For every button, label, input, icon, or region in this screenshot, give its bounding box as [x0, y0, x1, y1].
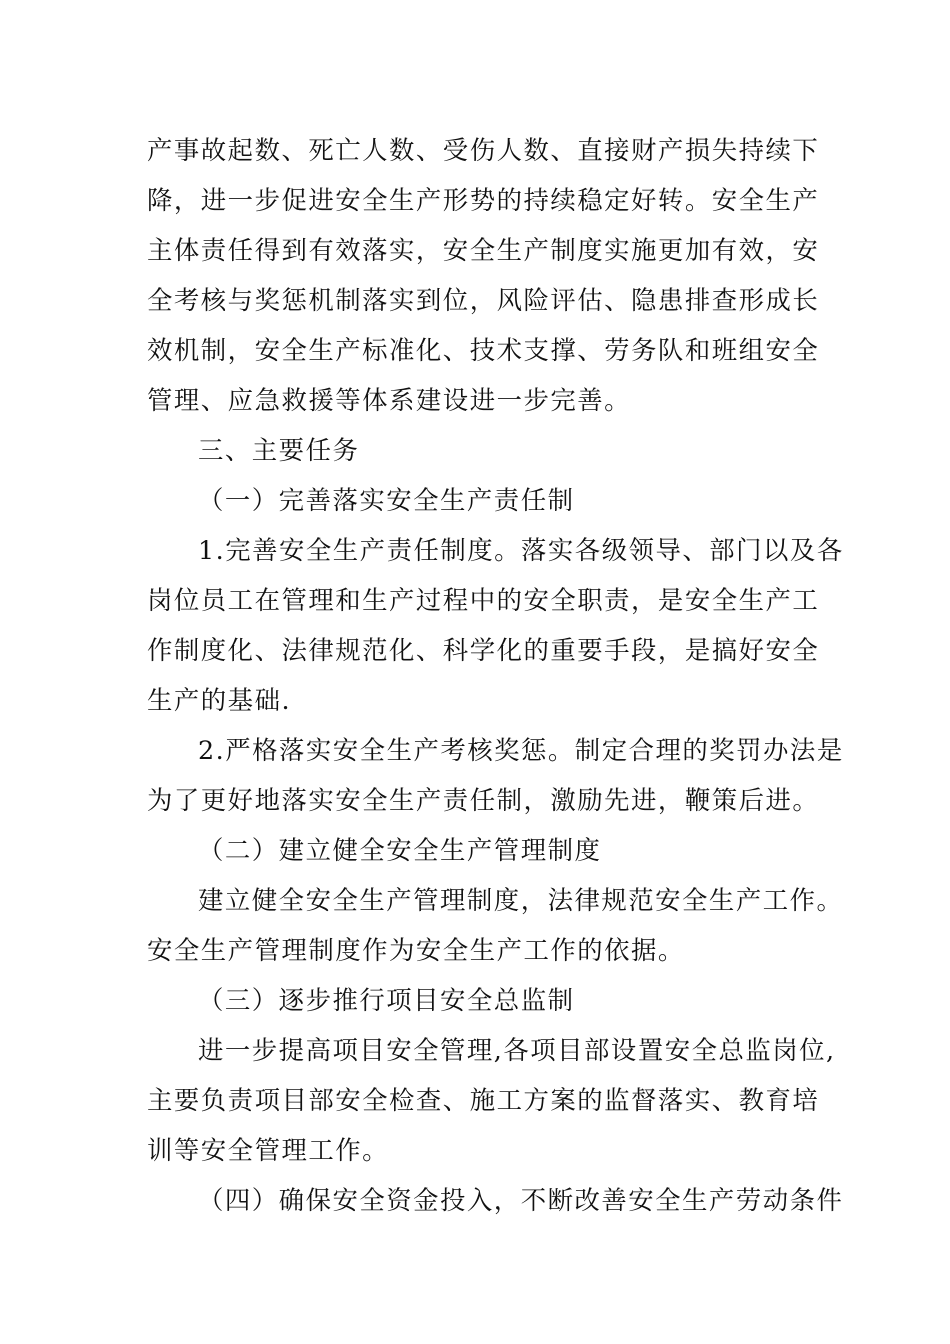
body-text-line: 主体责任得到有效落实，安全生产制度实施更加有效，安	[147, 235, 820, 265]
subsection-heading: （一）完善落实安全生产责任制	[198, 485, 575, 515]
body-text-line: 1.完善安全生产责任制度。落实各级领导、部门以及各	[198, 535, 844, 565]
body-text-line: 进一步提高项目安全管理,各项目部设置安全总监岗位,	[198, 1035, 836, 1065]
body-text-line: 全考核与奖惩机制落实到位，风险评估、隐患排查形成长	[147, 285, 820, 315]
body-text-line: 降，进一步促进安全生产形势的持续稳定好转。安全生产	[147, 185, 820, 215]
subsection-heading: （三）逐步推行项目安全总监制	[198, 985, 575, 1015]
body-text-line: 产事故起数、死亡人数、受伤人数、直接财产损失持续下	[147, 135, 820, 165]
body-text-line: 主要负责项目部安全检查、施工方案的监督落实、教育培	[147, 1085, 820, 1115]
subsection-heading: （四）确保安全资金投入，不断改善安全生产劳动条件	[198, 1185, 844, 1215]
body-text-line: 管理、应急救援等体系建设进一步完善。	[147, 385, 632, 415]
body-text-line: 2.严格落实安全生产考核奖惩。制定合理的奖罚办法是	[198, 735, 844, 765]
body-text-line: 作制度化、法律规范化、科学化的重要手段，是搞好安全	[147, 635, 820, 665]
body-text-line: 建立健全安全生产管理制度，法律规范安全生产工作。	[198, 885, 844, 915]
subsection-heading: （二）建立健全安全生产管理制度	[198, 835, 602, 865]
body-text-line: 安全生产管理制度作为安全生产工作的依据。	[147, 935, 685, 965]
body-text-line: 岗位员工在管理和生产过程中的安全职责，是安全生产工	[147, 585, 820, 615]
section-heading: 三、主要任务	[198, 435, 360, 465]
body-text-line: 训等安全管理工作。	[147, 1135, 390, 1165]
body-text-line: 效机制，安全生产标准化、技术支撑、劳务队和班组安全	[147, 335, 820, 365]
body-text-line: 生产的基础.	[147, 685, 292, 715]
body-text-line: 为了更好地落实安全生产责任制，激励先进，鞭策后进。	[147, 785, 820, 815]
